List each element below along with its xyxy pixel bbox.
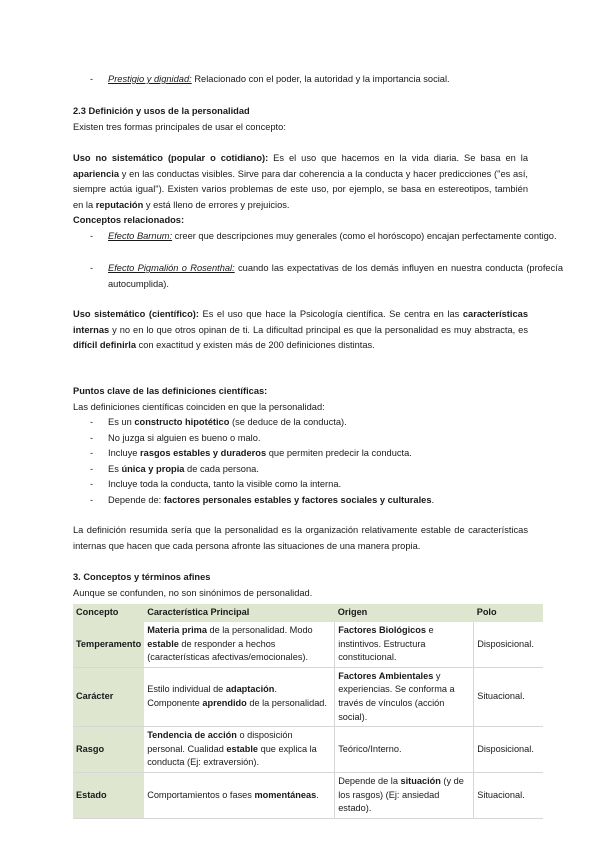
list-item bbox=[73, 431, 563, 447]
text: Depende de: bbox=[108, 495, 164, 505]
section-intro-2-3: Existen tres formas principales de usar el concepto: bbox=[73, 122, 286, 132]
text: de la personalidad. bbox=[246, 697, 327, 708]
paragraph-uso-sistematico bbox=[73, 307, 528, 354]
text: No juzga si alguien es bueno o malo. bbox=[108, 433, 261, 443]
header-caracteristica: Característica Principal bbox=[144, 604, 335, 622]
list-item bbox=[73, 446, 563, 462]
text: Es un bbox=[108, 417, 135, 427]
text: (y de los rasgos) (Ej: ansiedad estado). bbox=[338, 775, 464, 814]
cell-concepto: Carácter bbox=[73, 667, 144, 726]
lead-uso-sistematico: Uso sistemático (científico): bbox=[73, 309, 199, 319]
table-row bbox=[73, 622, 543, 667]
bold: Tendencia de acción bbox=[147, 730, 237, 741]
bullet-dash: - bbox=[90, 231, 94, 241]
cell-origen bbox=[335, 622, 474, 667]
text-barnum: creer que descripciones muy generales (como el horóscopo) encajan perfectamente contigo. bbox=[172, 231, 557, 241]
header-origen: Origen bbox=[335, 604, 474, 622]
conceptos-title: Conceptos relacionados: bbox=[73, 215, 185, 225]
cell-caracteristica bbox=[144, 667, 335, 726]
cell-polo: Disposicional. bbox=[474, 727, 543, 773]
text: Incluye bbox=[108, 448, 141, 458]
bold: estable bbox=[147, 638, 179, 649]
text: . bbox=[431, 495, 435, 505]
section-title-2-3: 2.3 Definición y usos de la personalidad bbox=[73, 106, 250, 116]
list-item bbox=[73, 462, 563, 478]
bullet-dash: - bbox=[90, 417, 94, 427]
cell-caracteristica bbox=[144, 772, 335, 818]
bold: adaptación bbox=[225, 684, 275, 695]
table-header-row bbox=[73, 604, 543, 622]
bold: aprendido bbox=[202, 697, 247, 708]
bold: rasgos estables y duraderos bbox=[140, 448, 267, 458]
list-item bbox=[73, 415, 563, 431]
text: Es el uso que hace la Psicología científica. Se centra en las bbox=[198, 309, 463, 319]
cell-origen: Teórico/Interno. bbox=[335, 727, 474, 773]
table-row bbox=[73, 727, 543, 773]
text: Incluye toda la conducta, tanto la visible como la interna. bbox=[108, 479, 342, 489]
bullet-barnum bbox=[73, 229, 563, 245]
text: Estilo individual de bbox=[147, 684, 226, 695]
text: (se deduce de la conducta). bbox=[229, 417, 347, 427]
cell-concepto: Rasgo bbox=[73, 727, 144, 773]
cell-concepto: Temperamento bbox=[73, 622, 144, 667]
cell-caracteristica bbox=[144, 622, 335, 667]
cell-polo: Situacional. bbox=[474, 772, 543, 818]
cell-origen bbox=[335, 667, 474, 726]
header-polo: Polo bbox=[474, 604, 543, 622]
bullet-dash: - bbox=[90, 495, 94, 505]
paragraph-uso-no-sistematico bbox=[73, 151, 528, 213]
bold: momentáneas bbox=[254, 789, 317, 800]
bullet-prestigio bbox=[73, 72, 563, 88]
list-item bbox=[73, 493, 563, 509]
text: con exactitud y existen más de 200 definiciones distintas. bbox=[136, 340, 375, 351]
text: de cada persona. bbox=[184, 464, 259, 474]
list-item bbox=[73, 477, 563, 493]
text: que permiten predecir la conducta. bbox=[266, 448, 412, 458]
bold: Factores Ambientales bbox=[338, 670, 434, 681]
cell-polo: Disposicional. bbox=[474, 622, 543, 667]
bold: estable bbox=[226, 743, 259, 754]
bold: situación bbox=[400, 775, 441, 786]
conceptos-table bbox=[73, 604, 543, 819]
term-prestigio: Prestigio y dignidad: bbox=[108, 74, 192, 84]
text-prestigio: Relacionado con el poder, la autoridad y la importancia social. bbox=[191, 74, 450, 84]
section-title-3: 3. Conceptos y términos afines bbox=[73, 572, 211, 582]
bold: apariencia bbox=[73, 168, 119, 179]
bold: características internas bbox=[73, 309, 528, 335]
puntos-intro: Las definiciones científicas coinciden en que la personalidad: bbox=[73, 402, 325, 412]
text: y no en lo que otros opinan de ti. La dificultad principal es que la personalidad es muy abstracta, es bbox=[109, 324, 528, 335]
text: Depende de la bbox=[338, 775, 401, 786]
puntos-title: Puntos clave de las definiciones científicas: bbox=[73, 386, 268, 396]
text-pigmalion: cuando las expectativas de los demás influyen en nuestra conducta (profecía autocumplida). bbox=[108, 263, 564, 289]
term-barnum: Efecto Barnum: bbox=[108, 231, 173, 241]
bold: Materia prima bbox=[147, 625, 207, 635]
text: . Componente bbox=[147, 684, 277, 708]
text: e instintivos. Estructura constitucional. bbox=[338, 625, 434, 663]
term-pigmalion: Efecto Pigmalión o Rosenthal: bbox=[108, 263, 235, 273]
paragraph-resumen: La definición resumida sería que la personalidad es la organización relativamente estable de características internas que hacen que cada persona afronte las situaciones de una manera propia. bbox=[73, 525, 528, 551]
bold: reputación bbox=[95, 199, 144, 210]
text: y experiencias. Se conforma a través de vínculos (acción social). bbox=[338, 670, 455, 722]
table-row bbox=[73, 667, 543, 726]
text: de la personalidad. Modo bbox=[206, 625, 313, 635]
bullet-dash: - bbox=[90, 433, 94, 443]
text: y está lleno de errores y prejuicios. bbox=[143, 199, 290, 210]
text: o disposición personal. Cualidad bbox=[147, 730, 293, 754]
text: Comportamientos o fases bbox=[147, 789, 255, 800]
bullet-dash: - bbox=[90, 74, 94, 84]
cell-origen bbox=[335, 772, 474, 818]
cell-caracteristica bbox=[144, 727, 335, 773]
lead-uso-no-sistematico: Uso no sistemático (popular o cotidiano): bbox=[73, 153, 269, 163]
cell-concepto: Estado bbox=[73, 772, 144, 818]
bold: difícil definirla bbox=[73, 340, 137, 351]
bold: constructo hipotético bbox=[134, 417, 230, 427]
bullet-dash: - bbox=[90, 479, 94, 489]
text: de responder a hechos (características afectivas/emocionales). bbox=[147, 638, 309, 663]
bullet-dash: - bbox=[90, 448, 94, 458]
section-intro-3: Aunque se confunden, no son sinónimos de personalidad. bbox=[73, 588, 313, 598]
bold: Factores Biológicos bbox=[338, 625, 426, 635]
bullet-pigmalion bbox=[73, 261, 563, 292]
text: . bbox=[316, 789, 319, 800]
text: y en las conductas visibles. Sirve para dar coherencia a la conducta y hacer predicciones ("es así, siempre actúa igual"). Existen varios problemas de este uso, por ejemplo, se basa en estereotipos, también en la bbox=[73, 168, 528, 210]
bullet-dash: - bbox=[90, 464, 94, 474]
bullet-dash: - bbox=[90, 263, 94, 273]
text: Es bbox=[108, 464, 122, 474]
bold: única y propia bbox=[121, 464, 185, 474]
text: Es el uso que hacemos en la vida diaria. Se basa en la bbox=[268, 153, 528, 163]
header-concepto: Concepto bbox=[73, 604, 144, 622]
table-row bbox=[73, 772, 543, 818]
bold: factores personales estables y factores sociales y culturales bbox=[163, 495, 432, 505]
cell-polo: Situacional. bbox=[474, 667, 543, 726]
text: que explica la conducta (Ej: extraversión). bbox=[147, 743, 317, 768]
